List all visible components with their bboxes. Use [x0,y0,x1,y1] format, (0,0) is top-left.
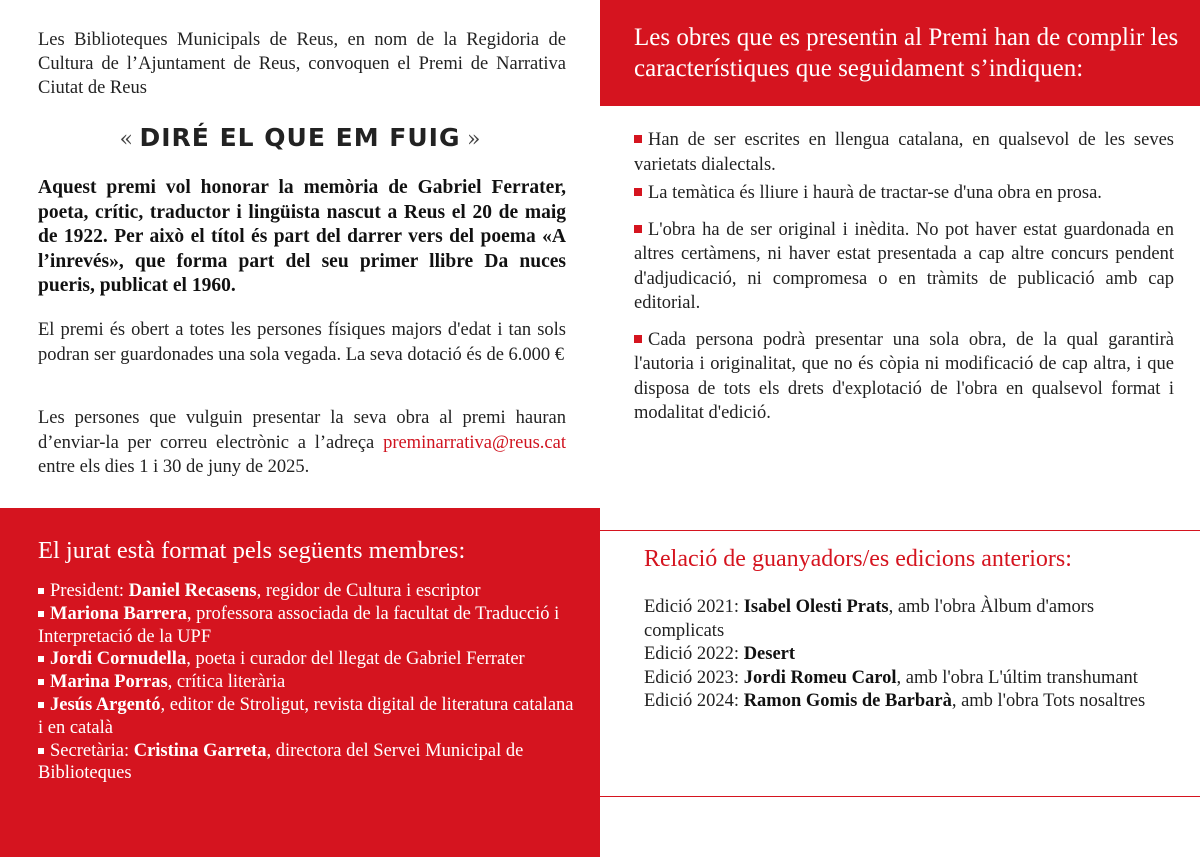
jury-heading: El jurat està format pels següents membres: [38,537,466,564]
jury-panel [0,508,600,857]
winner-item [644,643,1164,667]
jury-member [38,603,578,649]
jury-name: Daniel Recasens [128,581,257,601]
bullet-icon [634,225,642,233]
requirement-text: La temàtica és lliure i haurà de tractar-se d'una obra en prosa. [648,183,1102,203]
bullet-icon [38,748,44,754]
jury-name: Mariona Barrera [50,603,187,624]
requirements-list [634,128,1174,426]
requirement-text: L'obra ha de ser original i inèdita. No pot haver estat guardonada en altres certàmens, ni haver estat presentada a cap altre concurs pendent d'adjudicació, ni compromesa o en tràmits de publicació amb cap editorial. [634,219,1174,313]
winner-name: Jordi Romeu Carol [743,667,897,688]
winner-work: , amb l'obra Àlbum d'amors complicats [644,597,1095,641]
submission-paragraph [38,406,566,480]
bullet-icon [634,335,642,343]
submission-text-after: entre els dies 1 i 30 de juny de 2025. [38,457,310,477]
winner-name: Ramon Gomis de Barbarà [743,691,952,711]
jury-desc: , regidor de Cultura i escriptor [256,581,481,601]
bullet-icon [38,679,44,685]
requirement-item [634,128,1174,177]
bullet-icon [38,702,44,708]
section-divider-bottom [600,796,1200,797]
winner-item [644,596,1164,643]
winner-edition: Edició 2024: [644,691,744,711]
honor-paragraph: Aquest premi vol honorar la memòria de Gabriel Ferrater, poeta, crític, traductor i lingüista nascut a Reus el 20 de maig de 1922. Per això el títol és part del darrer vers del poema «A l’inrevés», que forma part del seu primer llibre Da nuces pueris, publicat el 1960. [38,177,566,297]
bullet-icon [634,135,642,143]
winner-name: Isabel Olesti Prats [743,597,889,617]
jury-desc: , editor de Stroligut, revista digital de literatura catalana i en català [38,694,574,738]
bullet-icon [38,611,44,617]
requirement-item [634,218,1174,316]
email-link[interactable]: preminarrativa@reus.cat [383,432,566,453]
jury-name: Marina Porras [50,672,168,693]
section-divider [600,530,1200,531]
winner-item [644,667,1164,691]
jury-name: Cristina Garreta [133,740,267,761]
jury-role: Secretària: [50,740,134,761]
requirement-text: Han de ser escrites en llengua catalana, en qualsevol de les seves varietats dialectals. [634,130,1174,175]
jury-desc: , crítica literària [167,672,286,693]
jury-member [38,740,578,786]
winners-heading: Relació de guanyadors/es edicions anteriors: [644,546,1072,572]
requirement-item [634,181,1174,206]
jury-desc: , poeta i curador del llegat de Gabriel Ferrater [186,649,525,670]
jury-member [38,671,578,694]
bullet-icon [634,188,642,196]
jury-name: Jesús Argentó [50,694,161,715]
submission-text-before: Les persones que vulguin presentar la seva obra al premi hauran d’enviar-la per correu electrònic a l’adreça [38,408,566,453]
prize-title [0,120,600,158]
requirements-heading: Les obres que es presentin al Premi han de complir les característiques que seguidament s’indiquen: [634,24,1179,82]
jury-desc: , directora del Servei Municipal de Biblioteques [38,740,524,784]
requirements-header [600,0,1200,106]
winner-edition: Edició 2021: [644,597,744,617]
bullet-icon [38,588,44,594]
winner-item [644,690,1164,714]
jury-role: President: [50,581,129,601]
jury-member [38,694,578,740]
jury-list [38,580,578,785]
requirement-text: Cada persona podrà presentar una sola obra, de la qual garantirà l'autoria i originalitat, que no és còpia ni modificació de cap altra, i que disposa de tots els drets d'explotació de l'obra en qualsevol format i modalitat d'edició. [634,329,1174,423]
winner-work: , amb l'obra L'últim transhumant [896,667,1138,688]
title-text: DIRÉ EL QUE EM FUIG [139,123,461,152]
winners-list [644,596,1164,714]
jury-member [38,580,578,603]
title-close-quote: » [467,127,481,152]
winner-edition: Edició 2022: [644,644,744,664]
eligibility-paragraph: El premi és obert a totes les persones físiques majors d'edat i tan sols podran ser guardonades una sola vegada. La seva dotació és de 6.000 € [38,320,566,365]
jury-member [38,648,578,671]
title-open-quote: « [119,127,133,152]
winner-name: Desert [743,644,796,664]
jury-desc: , professora associada de la facultat de Traducció i Interpretació de la UPF [38,603,560,647]
winner-edition: Edició 2023: [644,667,744,688]
right-column [600,0,1200,857]
jury-name: Jordi Cornudella [50,649,187,670]
winner-work: , amb l'obra Tots nosaltres [951,691,1146,711]
intro-paragraph: Les Biblioteques Municipals de Reus, en nom de la Regidoria de Cultura de l’Ajuntament de Reus, convoquen el Premi de Narrativa Ciutat de Reus [38,30,566,98]
requirement-item [634,328,1174,426]
bullet-icon [38,656,44,662]
